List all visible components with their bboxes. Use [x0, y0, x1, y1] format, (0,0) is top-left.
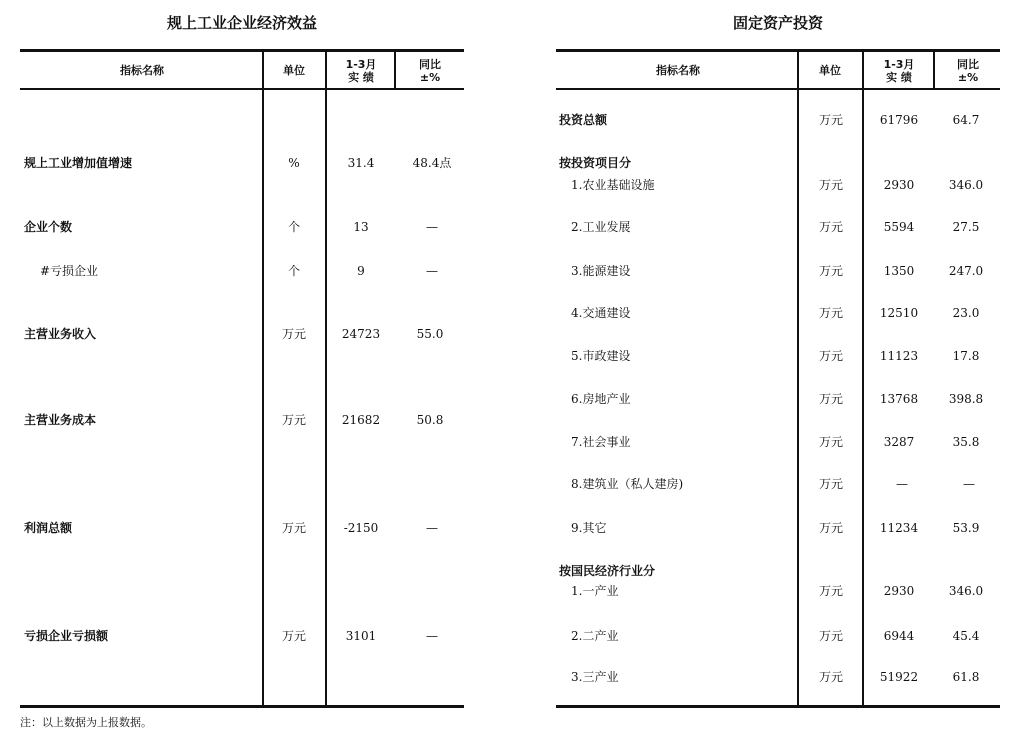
row-name: 投资总额	[559, 113, 608, 127]
left-header-unit: 单位	[283, 64, 305, 77]
row-unit: 万元	[818, 477, 844, 491]
right-divider-unit	[797, 50, 799, 707]
row-unit: %	[288, 156, 300, 170]
row-unit: 万元	[281, 521, 307, 535]
row-yoy: 64.7	[952, 113, 980, 127]
row-name: 8.建筑业（私人建房)	[571, 477, 684, 491]
row-yoy: —	[426, 264, 438, 278]
row-name: 2.二产业	[571, 629, 619, 643]
section-heading: 按投资项目分	[559, 156, 632, 170]
row-yoy: 61.8	[952, 670, 980, 684]
row-name: 2.工业发展	[571, 220, 631, 234]
row-value: 2930	[883, 178, 915, 192]
left-header-yoy-line1: 同比	[419, 58, 441, 71]
right-header-name: 指标名称	[656, 64, 700, 77]
row-yoy: 45.4	[952, 629, 980, 643]
row-name: 1.农业基础设施	[571, 178, 655, 192]
row-unit: 万元	[818, 306, 844, 320]
row-value: 1350	[883, 264, 915, 278]
row-value: —	[896, 477, 908, 491]
right-header-yoy-line1: 同比	[957, 58, 979, 71]
row-yoy: 346.0	[948, 584, 984, 598]
right-divider-yoy	[933, 50, 935, 90]
row-unit: 个	[287, 264, 301, 278]
row-value: 6944	[883, 629, 915, 643]
right-divider-value	[862, 50, 864, 707]
row-unit: 万元	[818, 435, 844, 449]
right-header-period-line2: 实 绩	[886, 71, 912, 84]
row-yoy: 17.8	[952, 349, 980, 363]
left-divider-unit	[262, 50, 264, 707]
row-value: 3101	[345, 629, 377, 643]
left-header-yoy-line2: ±%	[419, 71, 441, 84]
row-unit: 万元	[818, 349, 844, 363]
left-bottom-rule	[20, 705, 464, 708]
left-divider-yoy	[394, 50, 396, 90]
row-name: 1.一产业	[571, 584, 619, 598]
right-header-yoy	[957, 58, 979, 84]
left-top-rule	[20, 49, 464, 52]
row-name: 9.其它	[571, 521, 607, 535]
row-name: 3.能源建设	[571, 264, 631, 278]
row-yoy: 27.5	[952, 220, 980, 234]
right-header-period-line1: 1-3月	[883, 58, 915, 71]
row-yoy: 50.8	[416, 413, 444, 427]
row-unit: 万元	[818, 521, 844, 535]
row-name: 6.房地产业	[571, 392, 631, 406]
row-value: 12510	[879, 306, 919, 320]
row-value: 13	[353, 220, 369, 234]
row-value: 2930	[883, 584, 915, 598]
row-yoy: —	[426, 521, 438, 535]
right-header-period	[884, 58, 915, 84]
row-unit: 万元	[818, 113, 844, 127]
right-header-yoy-line2: ±%	[957, 71, 979, 84]
left-divider-value	[325, 50, 327, 707]
row-value: 24723	[341, 327, 381, 341]
row-name: 规上工业增加值增速	[24, 156, 133, 170]
left-header-yoy	[419, 58, 441, 84]
row-yoy: 346.0	[948, 178, 984, 192]
row-yoy: 53.9	[952, 521, 980, 535]
right-header-unit: 单位	[819, 64, 841, 77]
footnote: 注：以上数据为上报数据。	[20, 716, 152, 729]
left-header-period	[346, 58, 377, 84]
row-name: 主营业务成本	[24, 413, 97, 427]
left-header-period-line1: 1-3月	[345, 58, 377, 71]
row-unit: 万元	[818, 264, 844, 278]
left-header-name: 指标名称	[120, 64, 164, 77]
row-yoy: 55.0	[416, 327, 444, 341]
row-value: 3287	[883, 435, 915, 449]
row-value: -2150	[343, 521, 379, 535]
row-yoy: —	[963, 477, 975, 491]
row-unit: 万元	[281, 413, 307, 427]
row-name: 4.交通建设	[571, 306, 631, 320]
section-heading: 按国民经济行业分	[559, 564, 656, 578]
row-yoy: 48.4点	[412, 156, 452, 170]
right-table-title: 固定资产投资	[732, 14, 823, 32]
row-value: 13768	[879, 392, 919, 406]
row-unit: 万元	[818, 584, 844, 598]
row-value: 21682	[341, 413, 381, 427]
row-yoy: 247.0	[948, 264, 984, 278]
row-name: 3.三产业	[571, 670, 619, 684]
row-name: 利润总额	[24, 521, 73, 535]
row-yoy: 35.8	[952, 435, 980, 449]
row-unit: 万元	[818, 670, 844, 684]
row-value: 11123	[879, 349, 919, 363]
row-name: 企业个数	[24, 220, 73, 234]
right-bottom-rule	[556, 705, 1000, 708]
row-unit: 万元	[818, 220, 844, 234]
row-name: #亏损企业	[40, 264, 99, 278]
row-unit: 个	[287, 220, 301, 234]
row-yoy: 23.0	[952, 306, 980, 320]
row-name: 主营业务收入	[24, 327, 97, 341]
row-value: 31.4	[347, 156, 375, 170]
row-unit: 万元	[281, 629, 307, 643]
row-unit: 万元	[818, 629, 844, 643]
row-value: 61796	[879, 113, 919, 127]
row-value: 51922	[879, 670, 919, 684]
left-header-rule	[20, 88, 464, 90]
row-unit: 万元	[818, 392, 844, 406]
row-yoy: 398.8	[948, 392, 984, 406]
left-header-period-line2: 实 绩	[348, 71, 374, 84]
row-yoy: —	[426, 629, 438, 643]
row-unit: 万元	[281, 327, 307, 341]
row-yoy: —	[426, 220, 438, 234]
row-unit: 万元	[818, 178, 844, 192]
row-value: 9	[357, 264, 365, 278]
row-value: 11234	[879, 521, 919, 535]
row-name: 7.社会事业	[571, 435, 631, 449]
row-name: 亏损企业亏损额	[24, 629, 109, 643]
row-value: 5594	[883, 220, 915, 234]
left-table-title: 规上工业企业经济效益	[166, 14, 317, 32]
row-name: 5.市政建设	[571, 349, 631, 363]
